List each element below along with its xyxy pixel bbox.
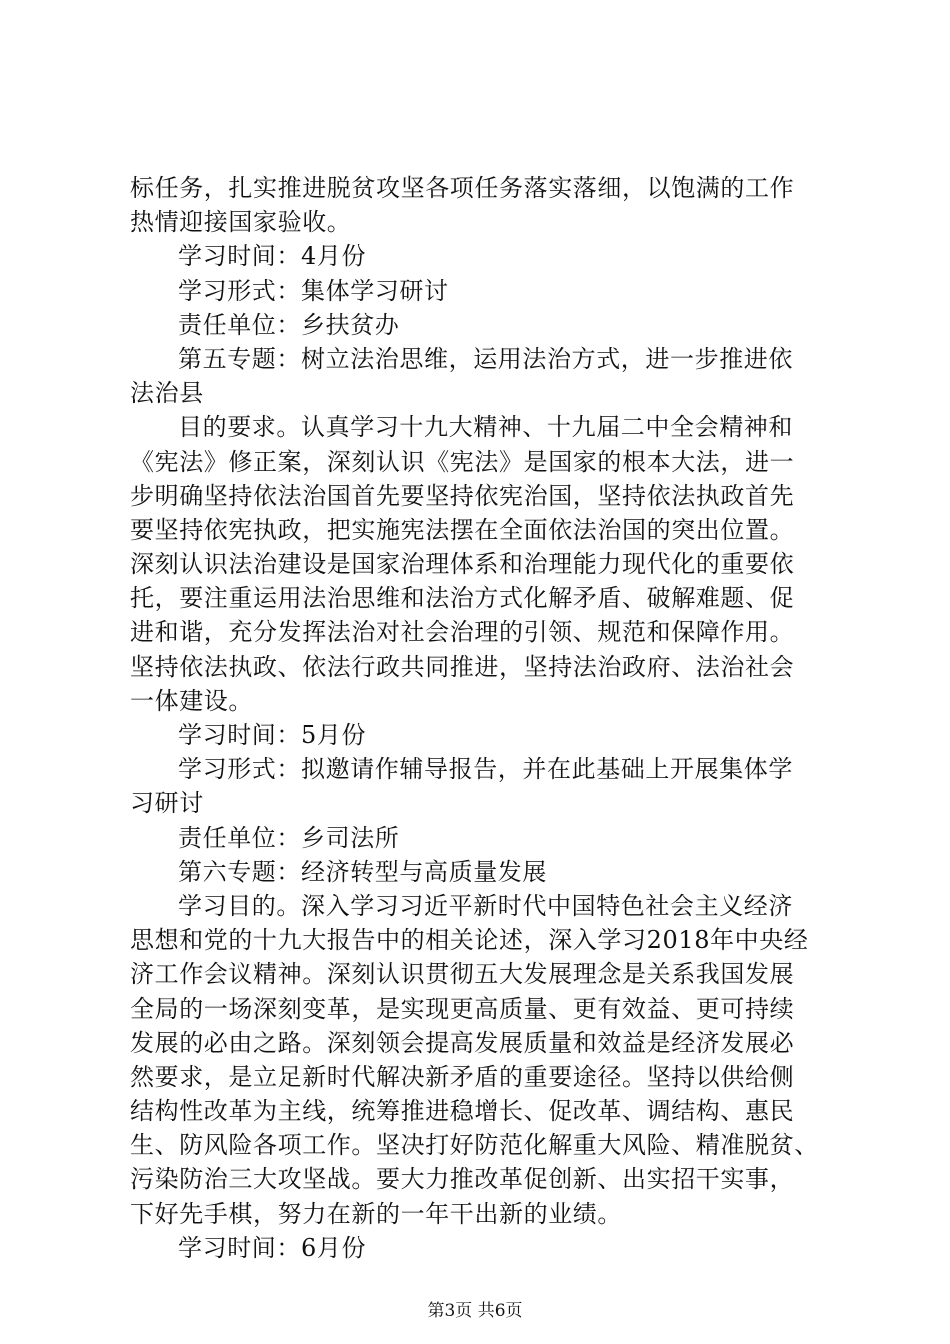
text-line: 结构性改革为主线，统筹推进稳增长、促改革、调结构、惠民 (130, 1097, 795, 1126)
text-line: 深刻认识法治建设是国家治理体系和治理能力现代化的重要依 (130, 550, 795, 579)
text-line: 学习时间：5月份 (178, 721, 367, 749)
text-line: 步明确坚持依法治国首先要坚持依宪治国，坚持依法执政首先 (130, 481, 795, 510)
text-line: 思想和党的十九大报告中的相关论述，深入学习2018年中央经 (130, 926, 809, 955)
text-line: 进和谐，充分发挥法治对社会治理的引领、规范和保障作用。 (130, 618, 795, 647)
page-footer: 第3页 共6页 (427, 1301, 523, 1321)
document-body (130, 171, 830, 1265)
text-line: 学习时间：6月份 (178, 1233, 367, 1262)
text-line: 发展的必由之路。深刻领会提高发展质量和效益是经济发展必 (130, 1028, 795, 1057)
text-line: 学习时间：4月份 (178, 242, 367, 271)
text-line: 生、防风险各项工作。坚决打好防范化解重大风险、精准脱贫、 (130, 1131, 819, 1160)
text-line: 一体建设。 (130, 686, 253, 715)
text-line: 济工作会议精神。深刻认识贯彻五大发展理念是关系我国发展 (130, 960, 795, 989)
text-line: 学习形式：集体学习研讨 (178, 276, 449, 305)
text-line: 目的要求。认真学习十九大精神、十九届二中全会精神和 (178, 413, 793, 442)
text-line: 习研讨 (130, 789, 204, 818)
text-line: 污染防治三大攻坚战。要大力推改革促创新、出实招干实事， (130, 1165, 795, 1194)
text-line: 学习目的。深入学习习近平新时代中国特色社会主义经济 (178, 891, 793, 920)
text-line: 热情迎接国家验收。 (130, 208, 352, 237)
text-line: 第五专题：树立法治思维，运用法治方式，进一步推进依 (178, 344, 793, 373)
text-line: 责任单位：乡司法所 (178, 823, 400, 852)
text-line: 标任务，扎实推进脱贫攻坚各项任务落实落细，以饱满的工作 (130, 174, 795, 202)
text-line: 下好先手棋，努力在新的一年干出新的业绩。 (130, 1199, 622, 1228)
text-line: 责任单位：乡扶贫办 (178, 310, 400, 339)
text-line: 《宪法》修正案，深刻认识《宪法》是国家的根本大法，进一 (130, 447, 795, 476)
text-line: 学习形式：拟邀请作辅导报告，并在此基础上开展集体学 (178, 755, 793, 784)
text-line: 托，要注重运用法治思维和法治方式化解矛盾、破解难题、促 (130, 584, 795, 613)
text-line: 坚持依法执政、依法行政共同推进，坚持法治政府、法治社会 (130, 652, 795, 681)
text-line: 法治县 (130, 379, 204, 408)
text-line: 第六专题：经济转型与高质量发展 (178, 857, 547, 886)
text-line: 要坚持依宪执政，把实施宪法摆在全面依法治国的突出位置。 (130, 515, 795, 544)
text-line: 然要求，是立足新时代解决新矛盾的重要途径。坚持以供给侧 (130, 1062, 795, 1091)
text-line: 全局的一场深刻变革，是实现更高质量、更有效益、更可持续 (130, 994, 795, 1023)
